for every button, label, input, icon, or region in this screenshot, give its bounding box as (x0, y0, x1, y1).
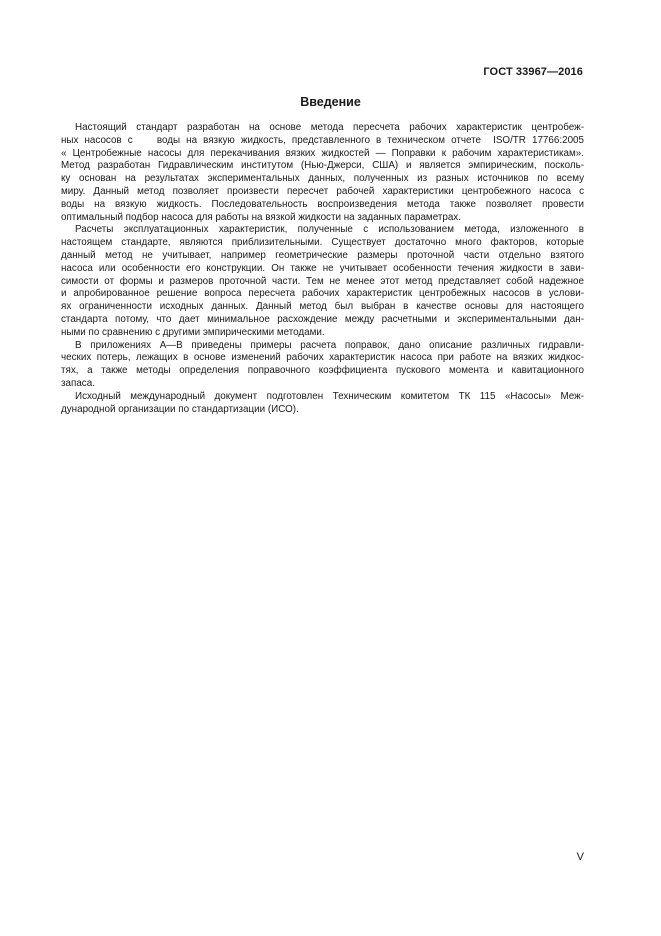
paragraph-line: оптимальный подбор насоса для работы на вязкой жидкости на заданных параметрах. (61, 211, 461, 223)
paragraph-line: симости от формы и размеров проточной части. Тем не менее этот метод представляет собой надежное (61, 275, 584, 287)
paragraph-line: ку основан на результатах экспериментальных данных, полученных из разных источников по всему (61, 173, 584, 185)
paragraph-line: ческих потерь, лежащих в основе изменений рабочих характеристик насоса при работе на вязких жидкос- (61, 352, 584, 364)
paragraph-line: В приложениях А—В приведены примеры расчета поправок, дано описание различных гидравли- (75, 339, 584, 351)
paragraph (61, 340, 584, 391)
paragraph (61, 224, 584, 339)
document-code-header: ГОСТ 33967—2016 (483, 66, 583, 78)
paragraph-line: тях, а также методы определения поправочного коэффициента пускового момента и кавитационного (61, 365, 584, 377)
page-number: V (576, 851, 584, 863)
paragraph (61, 122, 584, 224)
body-text (61, 122, 584, 416)
paragraph (61, 391, 584, 417)
paragraph-line: настоящем стандарте, являются приблизительными. Существует достаточно много факторов, которые (61, 237, 584, 249)
paragraph-line: ными по сравнению с другими эмпирическими методами. (61, 326, 325, 338)
paragraph-line: запаса. (61, 377, 95, 389)
paragraph-line: воды на вязкую жидкость. Последовательность воспроизведения метода также позволяет провести (61, 198, 584, 210)
paragraph-line: ях ограниченности исходных данных. Данный метод был выбран в качестве основы для настоящего (61, 301, 584, 313)
paragraph-line: Метод разработан Гидравлическим институтом (Нью-Джерси, США) и является эмпирическим, посколь- (61, 160, 584, 172)
paragraph-line: миру. Данный метод позволяет произвести пересчет рабочей характеристики центробежного насоса с (61, 185, 584, 197)
paragraph-line: дународной организации по стандартизации (ИСО). (61, 403, 299, 415)
paragraph-line: Расчеты эксплуатационных характеристик, полученные с использованием метода, изложенного в (75, 224, 584, 236)
paragraph-line: « Центробежные насосы для перекачивания вязких жидкостей — Поправки к рабочим характеристикам». (61, 147, 584, 159)
paragraph-line: Исходный международный документ подготовлен Техническим комитетом ТК 115 «Насосы» Меж- (75, 390, 584, 402)
paragraph-line: и апробированное решение вопроса пересчета рабочих характеристик центробежных насосов в услови- (61, 288, 584, 300)
paragraph-line: стандарта потому, что дает минимальное расхождение между расчетными и экспериментальными дан- (61, 313, 584, 325)
paragraph-line: ных насосов с воды на вязкую жидкость, представленного в техническом отчете ISO/TR 17766:2005 (61, 134, 584, 146)
section-title: Введение (300, 95, 361, 109)
paragraph-line: Настоящий стандарт разработан на основе метода пересчета рабочих характеристик центробеж- (75, 122, 584, 133)
paragraph-line: насоса или особенности его конструкции. Он также не учитывает особенности течения жидкости в зави- (61, 262, 584, 274)
paragraph-line: данный метод не учитывает, например геометрические размеры проточной части отдельно взятого (61, 249, 584, 261)
